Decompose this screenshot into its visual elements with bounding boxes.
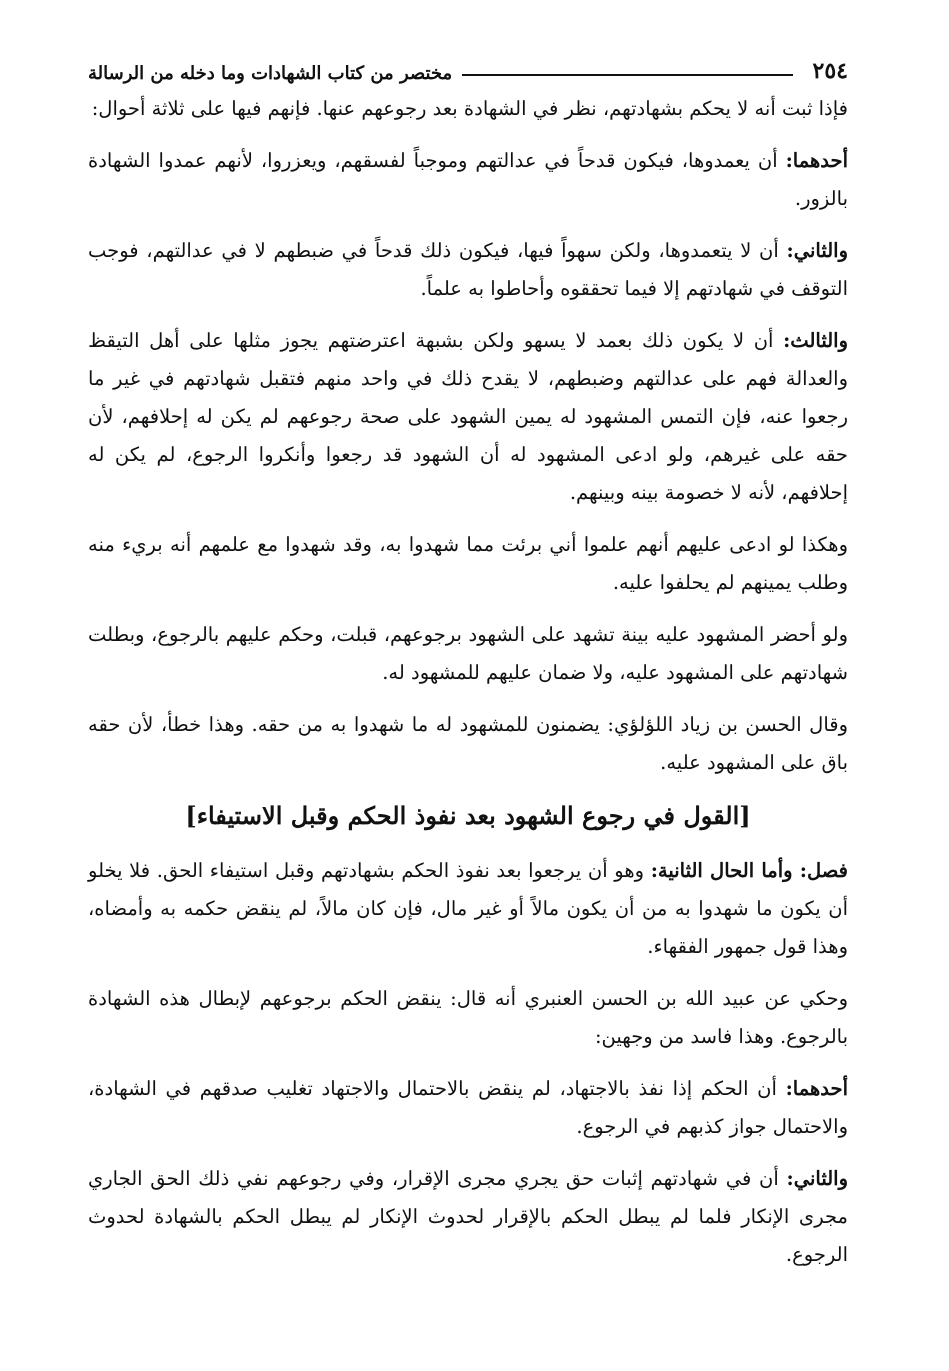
paragraph-lead: فصل: وأما الحال الثانية: [650, 859, 848, 882]
paragraph [88, 980, 848, 1056]
paragraph-text: وهكذا لو ادعى عليهم أنهم علموا أني برئت مما شهدوا به، وقد شهدوا مع علمهم أنه بريء منه وطلب يمينهم لم يحلفوا عليه. [88, 533, 848, 594]
paragraph-text: وقال الحسن بن زياد اللؤلؤي: يضمنون للمشهود له ما شهدوا به من حقه. وهذا خطأ، لأن حقه باق على المشهود عليه. [88, 713, 848, 774]
paragraph [88, 706, 848, 782]
paragraph [88, 1070, 848, 1146]
paragraph-text: أن الحكم إذا نفذ بالاجتهاد، لم ينقض بالاحتمال والاجتهاد تغليب صدقهم في الشهادة، والاحتمال جواز كذبهم في الرجوع. [88, 1077, 848, 1138]
paragraph [88, 232, 848, 308]
paragraph-lead: أحدهما: [785, 149, 848, 172]
paragraph [88, 526, 848, 602]
paragraph [88, 142, 848, 218]
paragraph-lead: والثاني: [786, 239, 848, 262]
paragraph-group-1 [88, 90, 848, 782]
paragraph-text: أن لا يكون ذلك بعمد لا يسهو ولكن بشبهة اعترضتهم يجوز مثلها على أهل التيقظ والعدالة فهم على عدالتهم وضبطهم، لا يقدح ذلك في واحد منهم فتقبل شهادتهم في غير ما رجعوا عنه، فإن التمس المشهود له يمين الشهود على صحة رجوعهم لم يكن له إحلافهم، لأن حقه على غيرهم، ولو ادعى المشهود له أن الشهود قد رجعوا وأنكروا الرجوع، لم يكن له إحلافهم، لأنه لا خصومة بينه وبينهم. [88, 329, 848, 504]
paragraph [88, 322, 848, 512]
page-header [88, 50, 848, 84]
paragraph [88, 90, 848, 128]
paragraph-text: أن يعمدوها، فيكون قدحاً في عدالتهم وموجباً لفسقهم، ويعزروا، لأنهم عمدوا الشهادة بالزور. [88, 149, 848, 210]
page-number: ٢٥٤ [812, 58, 848, 84]
paragraph-lead: والثاني: [786, 1167, 848, 1190]
paragraph [88, 616, 848, 692]
paragraph-text: أن لا يتعمدوها، ولكن سهواً فيها، فيكون ذلك قدحاً في ضبطهم لا في عدالتهم، فوجب التوقف في شهادتهم إلا فيما تحققوه وأحاطوا به علماً. [88, 239, 848, 300]
section-heading: [القول في رجوع الشهود بعد نفوذ الحكم وقبل الاستيفاء] [185, 801, 751, 830]
paragraph-lead: والثالث: [783, 329, 848, 352]
header-rule [462, 74, 792, 76]
paragraph-text: ولو أحضر المشهود عليه بينة تشهد على الشهود برجوعهم، قبلت، وحكم عليهم بالرجوع، وبطلت شهادتهم على المشهود عليه، ولا ضمان عليهم للمشهود له. [88, 623, 848, 684]
page-body [88, 90, 848, 1274]
book-page [88, 50, 848, 1340]
paragraph-lead: أحدهما: [785, 1077, 848, 1100]
paragraph-group-2 [88, 852, 848, 1274]
running-title: مختصر من كتاب الشهادات وما دخله من الرسالة [88, 63, 453, 84]
paragraph-text: أن في شهادتهم إثبات حق يجري مجرى الإقرار، وفي رجوعهم نفي ذلك الحق الجاري مجرى الإنكار فلما لم يبطل الحكم بالإقرار لحدوث الإنكار لم يبطل الحكم بالشهادة لحدوث الرجوع. [88, 1167, 848, 1266]
paragraph-text: فإذا ثبت أنه لا يحكم بشهادتهم، نظر في الشهادة بعد رجوعهم عنها. فإنهم فيها على ثلاثة أحوال: [91, 97, 848, 120]
paragraph-text: وهو أن يرجعوا بعد نفوذ الحكم بشهادتهم وقبل استيفاء الحق. فلا يخلو أن يكون ما شهدوا به من أن يكون مالاً أو غير مال، فإن كان مالاً، لم ينقض حكمه به وأمضاه، وهذا قول جمهور الفقهاء. [88, 859, 848, 958]
paragraph [88, 852, 848, 966]
paragraph [88, 1160, 848, 1274]
paragraph-text: وحكي عن عبيد الله بن الحسن العنبري أنه قال: ينقض الحكم برجوعهم لإبطال هذه الشهادة بالرجوع. وهذا فاسد من وجهين: [88, 987, 848, 1048]
